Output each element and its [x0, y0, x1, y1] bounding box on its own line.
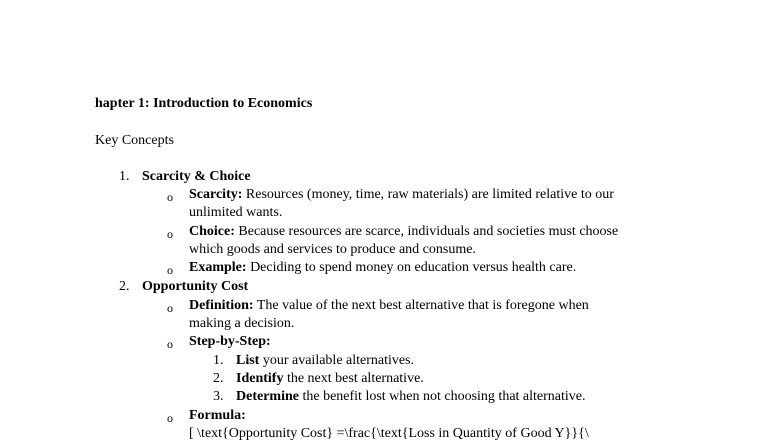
formula-text: [ \text{Opportunity Cost} =\frac{\text{Loss in Quantity of Good Y}}{\	[189, 426, 589, 441]
list-item-continued: unlimited wants.	[189, 205, 283, 220]
list-item: Step-by-Step:	[189, 334, 271, 349]
list-item: Example: Deciding to spend money on education versus health care.	[189, 260, 577, 275]
step-number: 1.	[213, 353, 224, 368]
bullet-icon: o	[167, 411, 173, 425]
section-heading: Key Concepts	[95, 133, 174, 148]
list-item: Choice: Because resources are scarce, individuals and societies must choose	[189, 224, 619, 239]
chapter-title: hapter 1: Introduction to Economics	[95, 96, 313, 111]
step-item: Identify the next best alternative.	[236, 371, 424, 386]
bullet-icon: o	[167, 263, 173, 277]
list-item-title: Scarcity & Choice	[142, 169, 251, 184]
step-number: 3.	[213, 389, 224, 404]
step-number: 2.	[213, 371, 224, 386]
list-item: Definition: The value of the next best alternative that is foregone when	[189, 298, 589, 313]
list-item-number: 1.	[119, 169, 130, 184]
list-item-continued: which goods and services to produce and consume.	[189, 242, 476, 257]
list-item: Scarcity: Resources (money, time, raw materials) are limited relative to our	[189, 187, 614, 202]
list-item: Formula:	[189, 408, 246, 423]
step-item: Determine the benefit lost when not choosing that alternative.	[236, 389, 586, 404]
list-item-number: 2.	[119, 279, 130, 294]
step-item: List your available alternatives.	[236, 353, 415, 368]
bullet-icon: o	[167, 301, 173, 315]
bullet-icon: o	[167, 337, 173, 351]
list-item-title: Opportunity Cost	[142, 279, 249, 294]
bullet-icon: o	[167, 190, 173, 204]
list-item-continued: making a decision.	[189, 316, 295, 331]
bullet-icon: o	[167, 227, 173, 241]
